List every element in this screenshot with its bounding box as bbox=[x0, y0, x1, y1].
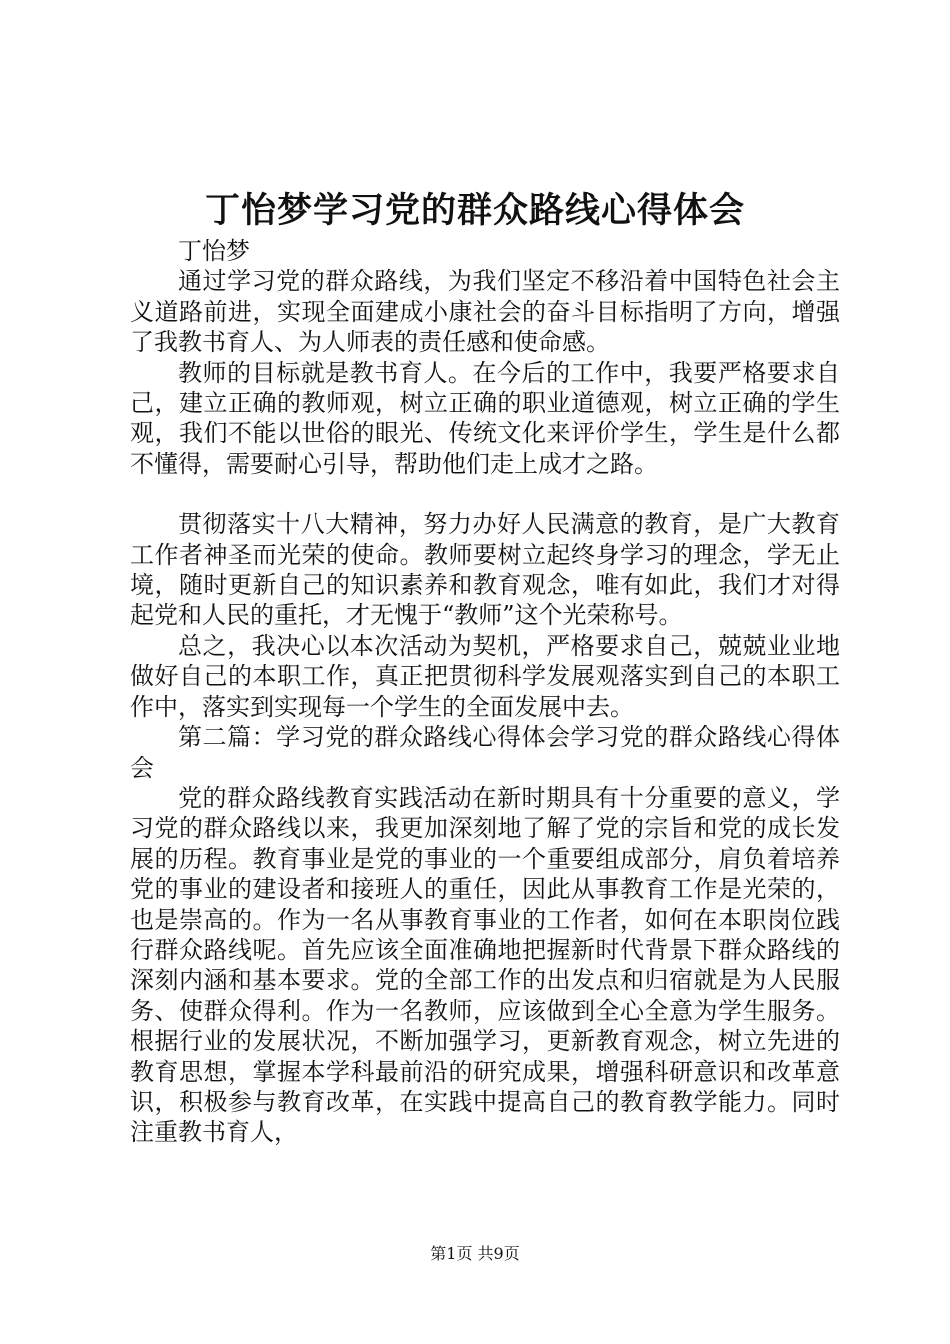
author-line: 丁怡梦 bbox=[178, 237, 250, 265]
paragraph-2: 教师的目标就是教书育人。在今后的工作中，我要严格要求自己，建立正确的教师观，树立正确的职业道德观，树立正确的学生观，我们不能以世俗的眼光、传统文化来评价学生，学生是什么都不懂得，需要耐心引导，帮助他们走上成才之路。 bbox=[130, 358, 840, 478]
document-body bbox=[130, 236, 840, 1148]
document-title: 丁怡梦学习党的群众路线心得体会 bbox=[204, 190, 745, 231]
paragraph-3: 贯彻落实十八大精神，努力办好人民满意的教育，是广大教育工作者神圣而光荣的使命。教师要树立起终身学习的理念，学无止境，随时更新自己的知识素养和教育观念，唯有如此，我们才对得起党和人民的重托，才无愧于“教师”这个光荣称号。 bbox=[130, 510, 840, 630]
paragraph-5: 党的群众路线教育实践活动在新时期具有十分重要的意义，学习党的群众路线以来，我更加深刻地了解了党的宗旨和党的成长发展的历程。教育事业是党的事业的一个重要组成部分，肩负着培养党的事业的建设者和接班人的重任，因此从事教育工作是光荣的，也是崇高的。作为一名从事教育事业的工作者，如何在本职岗位践行群众路线呢。首先应该全面准确地把握新时代背景下群众路线的深刻内涵和基本要求。党的全部工作的出发点和归宿就是为人民服务、使群众得利。作为一名教师，应该做到全心全意为学生服务。根据行业的发展状况，不断加强学习，更新教育观念，树立先进的教育思想，掌握本学科最前沿的研究成果，增强科研意识和改革意识，积极参与教育改革，在实践中提高自己的教育教学能力。同时注重教书育人， bbox=[130, 783, 840, 1147]
page-footer: 第1页 共9页 bbox=[430, 1244, 520, 1263]
section-heading: 第二篇：学习党的群众路线心得体会学习党的群众路线心得体会 bbox=[130, 723, 840, 782]
paragraph-1: 通过学习党的群众路线，为我们坚定不移沿着中国特色社会主义道路前进，实现全面建成小康社会的奋斗目标指明了方向，增强了我教书育人、为人师表的责任感和使命感。 bbox=[130, 267, 840, 357]
paragraph-4: 总之，我决心以本次活动为契机，严格要求自己，兢兢业业地做好自己的本职工作，真正把贯彻科学发展观落实到自己的本职工作中，落实到实现每一个学生的全面发展中去。 bbox=[130, 631, 840, 721]
